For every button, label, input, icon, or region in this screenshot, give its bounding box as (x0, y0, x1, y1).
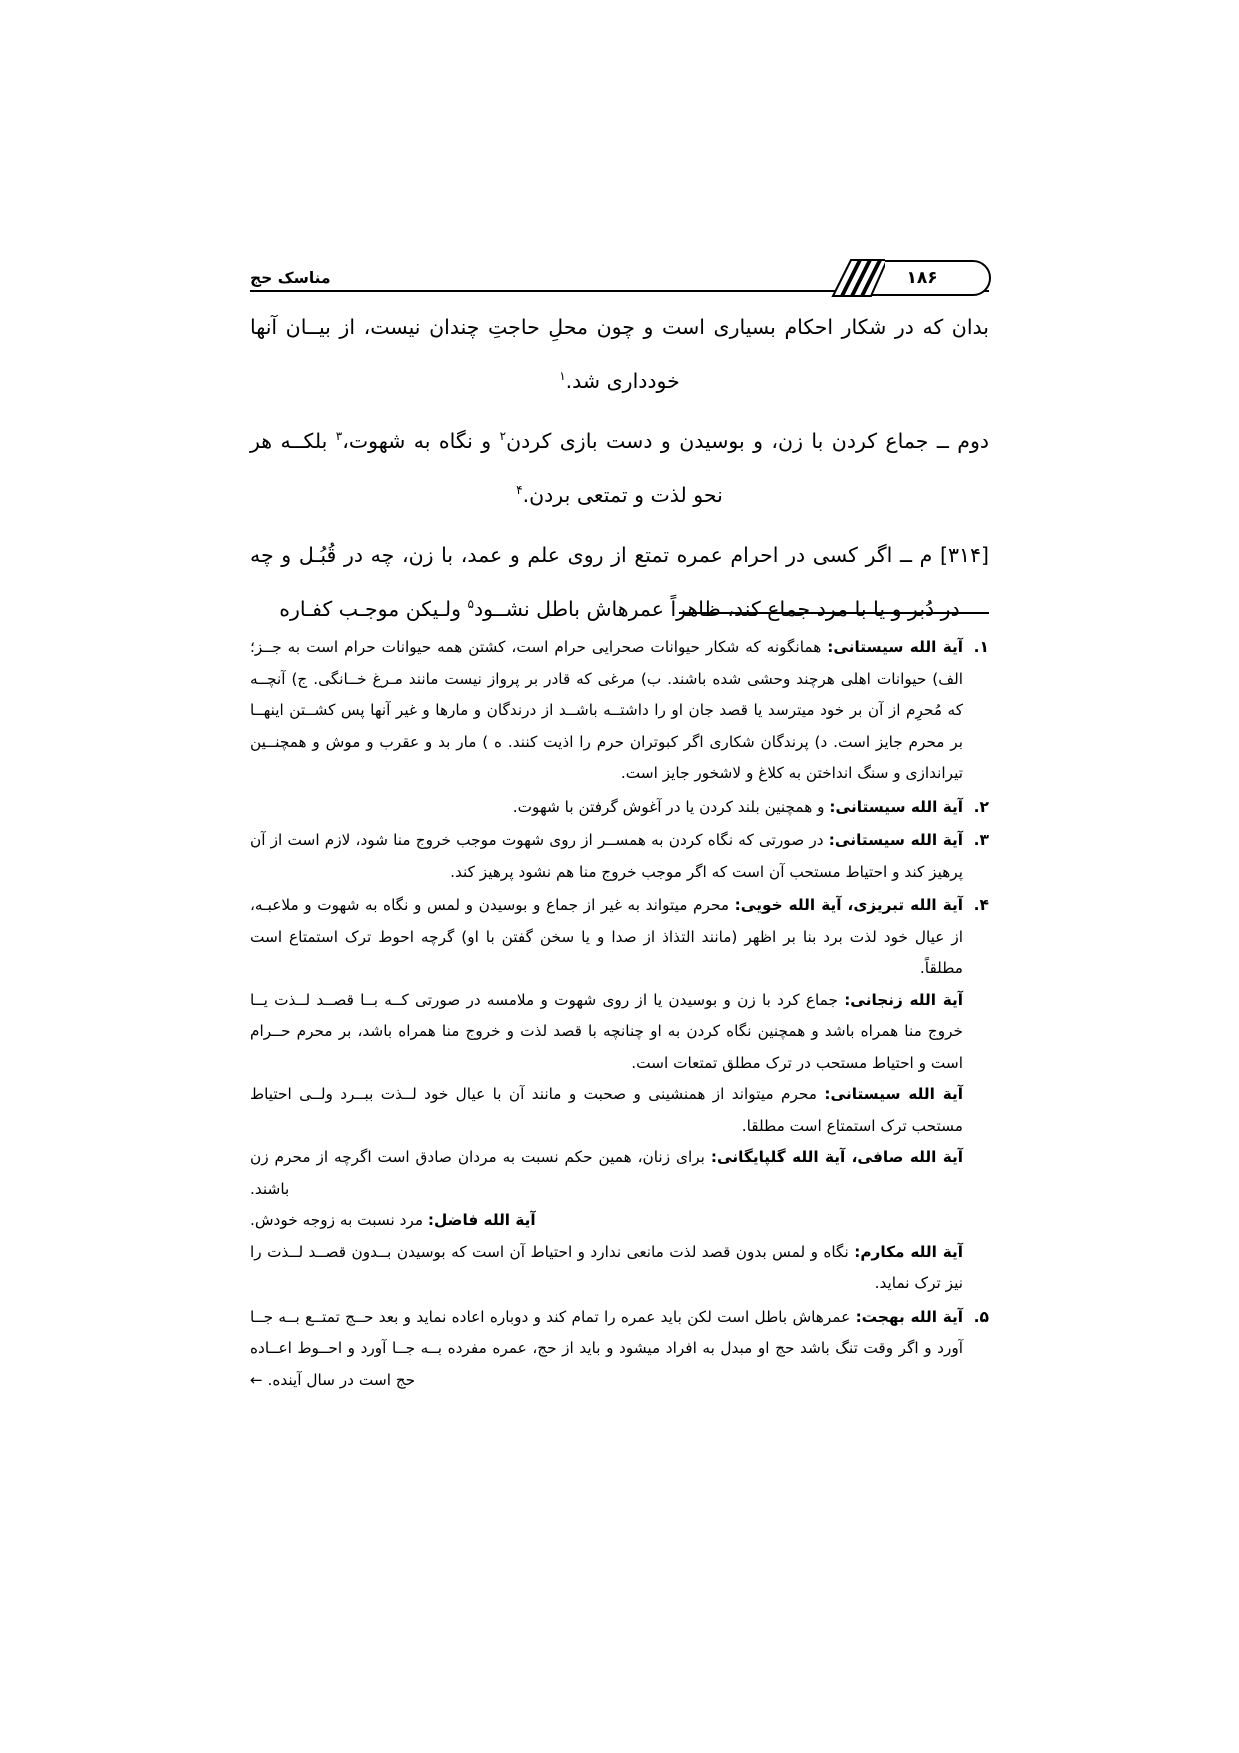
footnote-list (250, 632, 989, 1398)
footnote-text: عمرهاش باطل است لکن باید عمره را تمام کند و دوباره اعاده نماید و بعد حــج تمتــع بــه جــا آورد و اگر وقت تنگ باشد حج او مبدل به افراد میشود و باید از حج، عمره مفرده بــه جــا آورد و احــوط اعــاده حج است در سال آینده. (250, 1307, 963, 1389)
footnote-item (250, 890, 989, 1300)
footnote-authority: آیة الله سیستانی: (824, 1085, 963, 1103)
footnote-authority: آیة الله سیستانی: (827, 638, 963, 656)
paragraph-dovom-text-3: بلکــه هر نحو لذت و تمتعی بردن. (250, 429, 723, 507)
paragraph-dovom (250, 414, 989, 522)
body-text (250, 300, 989, 642)
footnote-marker: ۴. (973, 896, 989, 914)
footnote-item (250, 825, 989, 888)
footnote-text: محرم میتواند از همنشینی و صحبت و مانند آن با عیال خود لــذت ببــرد ولــی احتیاط مستحب ترک استمتاع است مطلقا. (250, 1085, 963, 1135)
footnote-marker: ۵. (973, 1307, 989, 1326)
footnote-text: و همچنین بلند کردن یا در آغوش گرفتن با شهوت. (512, 797, 830, 816)
footnote-item (250, 792, 989, 824)
footnote-text: نگاه و لمس بدون قصد لذت مانعی ندارد و احتیاط آن است که بوسیدن بــدون قصــد لــذت را نیز ترک نماید. (250, 1242, 963, 1292)
footnote-text: محرم میتواند به غیر از جماع و بوسیدن و لمس و نگاه به شهوت و ملاعبـه، از عیال خود لذت برد بنا بر اظهر (مانند التذاذ از صدا و یا سخن گفتن با او) گرچه احوط ترک استمتاع است مطلقاً. (250, 896, 963, 977)
footnote-item (250, 632, 989, 790)
footnote-body (250, 890, 963, 1300)
footnote-separator (679, 612, 989, 614)
footnote-ref-5[interactable]: ۵ (467, 597, 474, 612)
running-head: مناسک حج (250, 268, 331, 287)
continuation-arrow-icon: ← (250, 1370, 263, 1389)
paragraph-314-text: [۳۱۴] م ــ اگر کسی در احرام عمره تمتع از روی علم و عمد، با زن، چه در قُبُـل و چه در دُبر و یا با مرد جماع کند، ظاهراً عمرهاش باطل نشــود (250, 543, 989, 621)
footnote-authority: آیة الله فاضل: (427, 1211, 536, 1229)
footnote-authority: آیة الله بهجت: (855, 1307, 963, 1326)
footnote-marker: ۳. (973, 831, 989, 849)
footnote-ref-4[interactable]: ۴ (516, 483, 523, 498)
footnote-text: همانگونه که شکار حیوانات صحرایی حرام است، کشتن همه حیوانات حرام است به جــز؛ الف) حیوانات اهلی هرچند وحشی شده باشند. ب) مرغی که قادر بر پرواز نیست مانند مـرغ خــانگی. ج) آنچــه که مُحرِم از آن بر خود میترسد یا قصد جان او را داشتــه باشــد از درندگان و مارها و غیر آنها پس کشــتن اینهــا بر محرم جایز است. د) پرندگان شکاری اگر کبوتران حرم را اذیت کنند. ه ) مار بد و عقرب و موش و همچنــین تیراندازی و سنگ انداختن به کلاغ و لاشخور جایز است. (250, 638, 963, 782)
footnote-authority: آیة الله زنجانی: (844, 990, 963, 1009)
footnote-ref-2[interactable]: ۲ (499, 429, 507, 444)
footnote-ref-1[interactable]: ۱ (559, 369, 566, 384)
footnote-body (250, 632, 963, 790)
slash-decoration-icon (829, 258, 885, 298)
footnote-item (250, 1302, 989, 1397)
page-number: ۱۸۶ (906, 267, 938, 288)
footnote-text: در صورتی که نگاه کردن به همســر از روی شهوت موجب خروج منا شود، لازم است از آن پرهیز کند و احتیاط مستحب آن است که اگر موجب خروج منا هم نشود پرهیز کند. (250, 831, 963, 881)
footnote-authority: آیة الله تبریزی، آیة الله خویی: (734, 896, 963, 914)
page-header (250, 246, 989, 292)
paragraph-ruling-314 (250, 528, 989, 636)
footnote-text: جماع کرد با زن و بوسیدن یا از روی شهوت و ملامسه در صورتی کــه بــا قصــد لــذت یــا خروج منا همراه باشد و همچنین نگاه کردن به او چنانچه با قصد لذت و خروج منا همراه باشد، بر محرم حــرام است و احتیاط مستحب در ترک مطلق تمتعات است. (250, 990, 963, 1072)
footnote-text: برای زنان، همین حکم نسبت به مردان صادق است اگرچه از محرم زن باشند. (250, 1148, 711, 1198)
footnote-authority: آیة الله مکارم: (854, 1242, 963, 1261)
paragraph-314-text-2: ولـیکن موجـب کفـاره (279, 597, 468, 621)
paragraph-dovom-text: دوم ــ جماع کردن با زن، و بوسیدن و دست بازی کردن (506, 429, 989, 453)
footnote-body (250, 792, 963, 824)
footnote-authority: آیة الله سیستانی: (828, 831, 963, 849)
page-number-badge (863, 260, 991, 296)
footnote-authority: آیة الله صافی، آیة الله گلپایگانی: (710, 1148, 963, 1166)
footnote-body (250, 1302, 963, 1397)
footnote-marker: ۲. (973, 797, 989, 816)
paragraph-dovom-text-2: و نگاه به شهوت، (342, 429, 500, 453)
footnote-authority: آیة الله سیستانی: (829, 797, 963, 816)
paragraph-shekar (250, 300, 989, 408)
footnote-ref-3[interactable]: ۳ (335, 429, 343, 444)
footnote-text: مرد نسبت به زوجه خودش. (250, 1211, 428, 1229)
footnote-marker: ۱. (973, 638, 989, 656)
footnote-body (250, 825, 963, 888)
paragraph-shekar-text: بدان که در شکار احکام بسیاری است و چون محلِ حاجتِ چندان نیست، از بیــان آنها خودداری شد. (250, 315, 989, 393)
